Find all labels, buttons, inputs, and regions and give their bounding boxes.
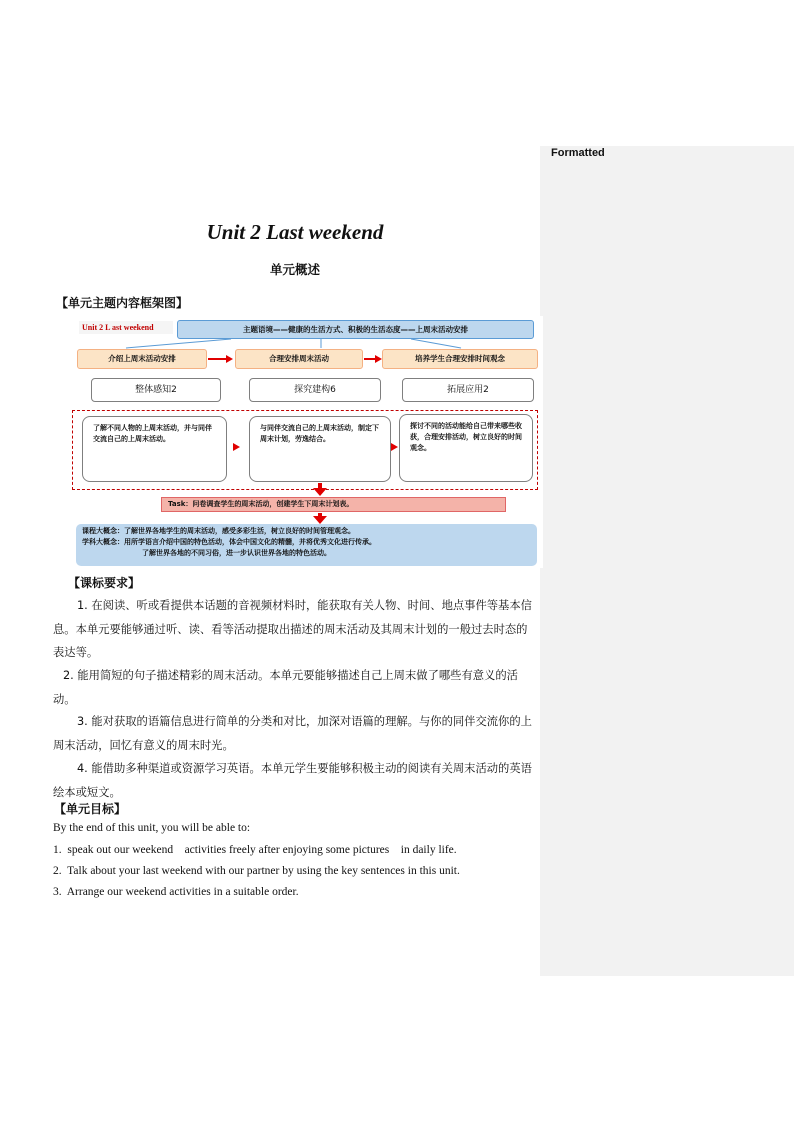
comment-pane-label: Formatted — [551, 147, 605, 159]
stage-box-3: 培养学生合理安排时间观念 — [382, 349, 538, 369]
task-arrow — [313, 488, 327, 496]
framework-diagram — [71, 316, 543, 568]
detail-box-1: 了解不同人物的上周末活动，并与同伴交流自己的上周末活动。 — [82, 416, 227, 482]
detail-arrow-2 — [391, 443, 398, 451]
goal-item-2: 2. Talk about your last weekend with our partner by using the key sentences in this unit. — [53, 865, 460, 877]
concept-line-3: 了解世界各地的不同习俗，进一步认识世界各地的特色活动。 — [142, 549, 331, 557]
stage-box-2: 合理安排周末活动 — [235, 349, 363, 369]
phase-box-1: 整体感知2 — [91, 378, 221, 402]
goals-intro: By the end of this unit, you will be able to: — [53, 822, 251, 834]
task-box: Task：问卷调查学生的周末活动，创建学生下周末计划表。 — [161, 497, 506, 512]
concept-box — [76, 524, 537, 566]
requirement-2: 2. 能用简短的句子描述精彩的周末活动。本单元要能够描述自己上周末做了哪些有意义的活动。 — [53, 669, 518, 706]
diagram-unit-tag: Unit 2 L ast weekend — [79, 321, 173, 334]
requirement-1: 1. 在阅读、听或看提供本话题的音视频材料时，能获取有关人物、时间、地点事件等基本信息。本单元要能够通过听、读、看等活动提取出描述的周末活动及其周末计划的一般过去时态的表达等。 — [53, 599, 532, 659]
stage-arrow-1-stem — [208, 358, 226, 360]
requirement-3: 3. 能对获取的语篇信息进行简单的分类和对比，加深对语篇的理解。与你的同伴交流你的上周末活动，回忆有意义的周末时光。 — [53, 715, 532, 752]
detail-box-3: 探讨不同的活动能给自己带来哪些收获，合理安排活动，树立良好的时间观念。 — [399, 414, 533, 482]
document-subtitle: 单元概述 — [269, 262, 320, 277]
document-title: Unit 2 Last weekend — [206, 220, 384, 244]
detail-box-2: 与同伴交流自己的上周末活动，制定下周末计划，劳逸结合。 — [249, 416, 391, 482]
concept-arrow — [313, 516, 327, 524]
stage-arrow-1 — [226, 355, 233, 363]
goal-item-3: 3. Arrange our weekend activities in a suitable order. — [53, 886, 299, 898]
concept-line-2: 学科大概念：用所学语言介绍中国的特色活动，体会中国文化的精髓，并将优秀文化进行传承。 — [82, 538, 376, 546]
phase-box-3: 拓展应用2 — [402, 378, 534, 402]
goal-item-1: 1. speak out our weekend activities freely after enjoying some pictures in daily life. — [53, 844, 457, 856]
section-heading-standards: 【课标要求】 — [68, 576, 141, 590]
section-heading-goals: 【单元目标】 — [54, 802, 127, 816]
detail-arrow-1 — [233, 443, 240, 451]
diagram-theme-box: 主题语境——健康的生活方式、积极的生活态度——上周末活动安排 — [177, 320, 534, 339]
section-heading-framework: 【单元主题内容框架图】 — [56, 296, 189, 310]
stage-box-1: 介绍上周末活动安排 — [77, 349, 207, 369]
phase-box-2: 探究建构6 — [249, 378, 381, 402]
stage-arrow-2 — [375, 355, 382, 363]
requirement-4: 4. 能借助多种渠道或资源学习英语。本单元学生要能够积极主动的阅读有关周末活动的英语绘本或短文。 — [53, 762, 532, 799]
concept-line-1: 课程大概念：了解世界各地学生的周末活动，感受多彩生活，树立良好的时间管理观念。 — [82, 527, 355, 535]
